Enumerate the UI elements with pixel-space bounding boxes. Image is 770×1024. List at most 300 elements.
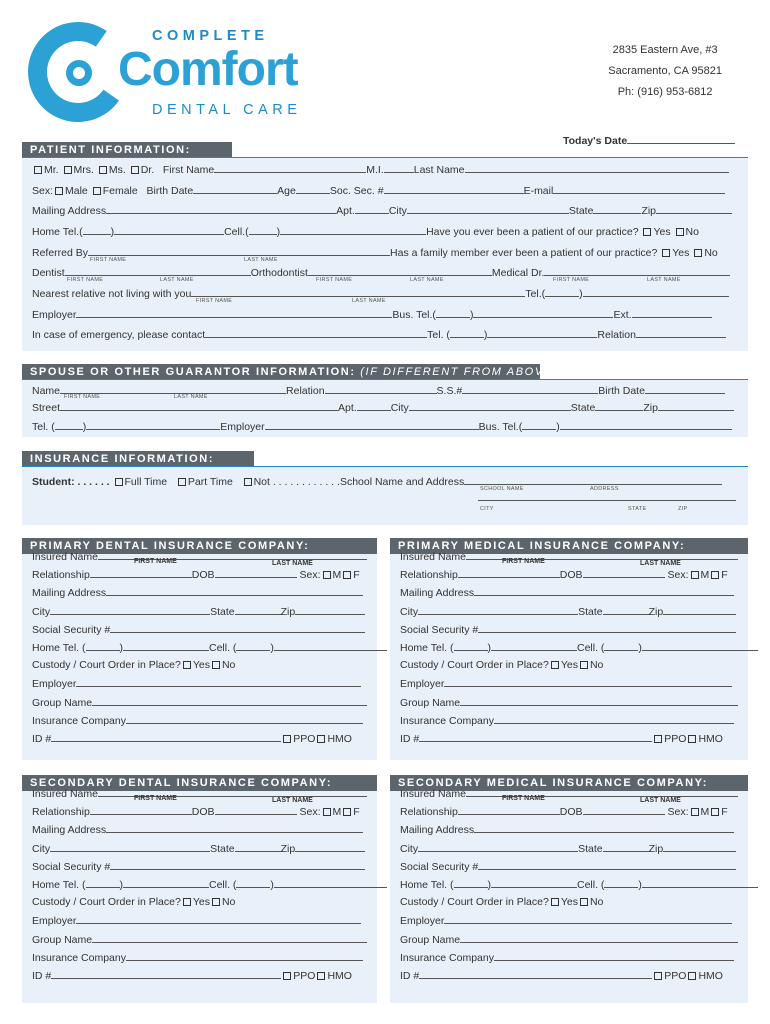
city-label: City bbox=[32, 605, 51, 618]
ortho-last-sub: LAST NAME bbox=[410, 277, 444, 283]
primary-dental-row bbox=[32, 641, 387, 654]
primary-dental-hmo[interactable] bbox=[317, 735, 325, 743]
ss-label: S.S.# bbox=[436, 385, 463, 397]
age-label: Age bbox=[277, 185, 296, 197]
secondary-dental-home-tel-field[interactable] bbox=[123, 878, 209, 888]
secondary-dental-custody-no[interactable] bbox=[212, 898, 220, 906]
company-label: Insurance Company bbox=[32, 951, 126, 964]
secondary-dental-row bbox=[32, 842, 365, 855]
primary-medical-hmo[interactable] bbox=[688, 735, 696, 743]
insured-label: Insured Name bbox=[400, 551, 466, 563]
cell-field[interactable] bbox=[280, 225, 426, 235]
primary-dental-state-field[interactable] bbox=[235, 605, 281, 615]
last-name-field[interactable] bbox=[465, 163, 729, 173]
secondary-dental-home-tel-area[interactable] bbox=[86, 878, 120, 888]
family-patient-no[interactable] bbox=[694, 249, 702, 257]
cell-area[interactable] bbox=[249, 225, 277, 235]
secondary-medical-id-field[interactable] bbox=[419, 969, 652, 979]
state-label: State bbox=[210, 842, 235, 855]
spouse-label: SPOUSE OR OTHER GUARANTOR INFORMATION: bbox=[30, 366, 356, 378]
emergency-tel-field[interactable] bbox=[487, 328, 597, 338]
sex-label: Sex: bbox=[667, 569, 689, 582]
state-label: State bbox=[568, 205, 594, 217]
mr-checkbox[interactable] bbox=[34, 166, 42, 174]
mrs-label: Mrs. bbox=[73, 164, 94, 176]
prev-patient-label: Have you ever been a patient of our practice? bbox=[426, 226, 639, 238]
secondary-dental-row bbox=[32, 933, 367, 946]
cell-label: Cell. ( bbox=[209, 642, 237, 654]
primary-medical-custody-yes[interactable] bbox=[551, 661, 559, 669]
primary-medical-zip-field[interactable] bbox=[663, 605, 736, 615]
dob-label: DOB bbox=[191, 806, 215, 819]
input-line[interactable] bbox=[627, 134, 735, 144]
spouse-birth-field[interactable] bbox=[645, 384, 725, 394]
primary-dental-dob-field[interactable] bbox=[215, 568, 297, 578]
close-paren-label: ) bbox=[276, 226, 281, 238]
primary-dental-company-field[interactable] bbox=[126, 714, 363, 724]
primary-dental-custody-yes[interactable] bbox=[183, 661, 191, 669]
employer-field[interactable] bbox=[76, 308, 392, 318]
secondary-medical-home-tel-field[interactable] bbox=[491, 878, 577, 888]
spouse-relation-field[interactable] bbox=[325, 384, 437, 394]
primary-dental-sex-f[interactable] bbox=[343, 571, 351, 579]
spouse-last-sub: LAST NAME bbox=[174, 394, 208, 400]
hmo-label: HMO bbox=[327, 970, 352, 982]
email-label: E-mail bbox=[523, 185, 554, 197]
custody-label: Custody / Court Order in Place? bbox=[32, 659, 181, 672]
secondary-medical-row bbox=[400, 805, 728, 818]
dentist-field[interactable] bbox=[65, 266, 251, 276]
primary-medical-employer-field[interactable] bbox=[444, 677, 732, 687]
primary-medical-home-tel-field[interactable] bbox=[491, 641, 577, 651]
secondary-medical-hmo[interactable] bbox=[688, 972, 696, 980]
secondary-medical-last-label: LAST NAME bbox=[640, 797, 681, 804]
zip-label: Zip bbox=[280, 842, 296, 855]
spouse-employer-field[interactable] bbox=[265, 420, 479, 430]
bus-tel-field[interactable] bbox=[473, 308, 613, 318]
school-state-sub: STATE bbox=[628, 506, 647, 512]
mi-label: M.I. bbox=[366, 164, 384, 176]
secondary-medical-state-field[interactable] bbox=[603, 842, 649, 852]
secondary-medical-city-field[interactable] bbox=[418, 842, 578, 852]
spouse-street-field[interactable] bbox=[60, 401, 338, 411]
mrs-checkbox[interactable] bbox=[64, 166, 72, 174]
medical-dr-label: Medical Dr. bbox=[491, 267, 545, 279]
primary-dental-id-field[interactable] bbox=[51, 732, 281, 742]
emergency-field[interactable] bbox=[205, 328, 427, 338]
referred-label: Referred By bbox=[32, 247, 89, 259]
primary-medical-row bbox=[400, 696, 738, 709]
secondary-dental-hmo[interactable] bbox=[317, 972, 325, 980]
secondary-dental-dob-field[interactable] bbox=[215, 805, 297, 815]
secondary-dental-ppo[interactable] bbox=[283, 972, 291, 980]
secondary-dental-id-field[interactable] bbox=[51, 969, 281, 979]
secondary-medical-row bbox=[400, 787, 738, 800]
secondary-medical-ssn-field[interactable] bbox=[478, 860, 736, 870]
spouse-apt-field[interactable] bbox=[357, 401, 391, 411]
secondary-medical-row bbox=[400, 914, 732, 927]
primary-medical-row bbox=[400, 641, 758, 654]
secondary-dental-cell-area[interactable] bbox=[236, 878, 270, 888]
secondary-medical-employer-field[interactable] bbox=[444, 914, 732, 924]
section-spouse-header bbox=[22, 364, 558, 380]
section-secondary-dental-header: SECONDARY DENTAL INSURANCE COMPANY: bbox=[22, 775, 377, 791]
spouse-bus-tel-area[interactable] bbox=[522, 420, 556, 430]
dentist-label: Dentist bbox=[32, 267, 65, 279]
home-tel-label: Home Tel. ( bbox=[400, 642, 454, 654]
primary-medical-row bbox=[400, 677, 732, 690]
primary-medical-company-field[interactable] bbox=[494, 714, 734, 724]
md-first-sub: FIRST NAME bbox=[553, 277, 590, 283]
yes-label: Yes bbox=[672, 247, 690, 259]
primary-dental-home-tel-area[interactable] bbox=[86, 641, 120, 651]
primary-medical-panel bbox=[390, 554, 748, 760]
first-name-label: First Name bbox=[162, 164, 215, 176]
logo-dot bbox=[66, 60, 92, 86]
male-checkbox[interactable] bbox=[55, 187, 63, 195]
home-tel-label: Home Tel. ( bbox=[32, 642, 86, 654]
no-label: No bbox=[589, 896, 604, 909]
female-checkbox[interactable] bbox=[93, 187, 101, 195]
referred-row bbox=[32, 246, 718, 259]
primary-dental-group-field[interactable] bbox=[92, 696, 367, 706]
primary-medical-relationship-field[interactable] bbox=[458, 568, 560, 578]
secondary-dental-row bbox=[32, 787, 367, 800]
not-student-checkbox[interactable] bbox=[244, 478, 252, 486]
primary-medical-id-field[interactable] bbox=[419, 732, 652, 742]
sex-row bbox=[32, 184, 725, 197]
id-label: ID # bbox=[400, 733, 420, 745]
spouse-name-field[interactable] bbox=[60, 384, 286, 394]
secondary-medical-row bbox=[400, 933, 738, 946]
no-label: No bbox=[221, 896, 236, 909]
secondary-dental-company-field[interactable] bbox=[126, 951, 363, 961]
secondary-dental-row bbox=[32, 896, 235, 908]
secondary-medical-custody-yes[interactable] bbox=[551, 898, 559, 906]
school-address-sub: ADDRESS bbox=[590, 486, 619, 492]
dentist-first-sub: FIRST NAME bbox=[67, 277, 104, 283]
mi-field[interactable] bbox=[384, 163, 414, 173]
close-label: ) bbox=[487, 642, 491, 654]
school-label: School Name and Address bbox=[339, 476, 465, 488]
nearest-last-sub: LAST NAME bbox=[352, 298, 386, 304]
secondary-medical-home-tel-area[interactable] bbox=[454, 878, 488, 888]
secondary-dental-city-field[interactable] bbox=[50, 842, 210, 852]
section-insurance-header: INSURANCE INFORMATION: bbox=[22, 451, 254, 467]
secondary-dental-group-field[interactable] bbox=[92, 933, 367, 943]
primary-dental-zip-field[interactable] bbox=[295, 605, 365, 615]
cell-label: Cell.( bbox=[224, 226, 249, 238]
primary-dental-ssn-field[interactable] bbox=[110, 623, 365, 633]
primary-medical-sex-f[interactable] bbox=[711, 571, 719, 579]
not-label: Not . . . . . . . . . . . . bbox=[253, 476, 340, 488]
yes-label: Yes bbox=[560, 896, 578, 909]
m-label: M bbox=[700, 569, 710, 582]
secondary-medical-company-field[interactable] bbox=[494, 951, 734, 961]
secondary-dental-row bbox=[32, 860, 365, 873]
primary-dental-mailing-field[interactable] bbox=[106, 586, 363, 596]
secondary-dental-cell-field[interactable] bbox=[274, 878, 387, 888]
primary-dental-row bbox=[32, 605, 365, 618]
employer-label: Employer bbox=[400, 915, 445, 928]
primary-medical-row bbox=[400, 714, 734, 727]
title-row bbox=[32, 163, 729, 176]
spouse-first-sub: FIRST NAME bbox=[64, 394, 101, 400]
primary-medical-cell-field[interactable] bbox=[642, 641, 758, 651]
no-label: No bbox=[589, 659, 604, 672]
spouse-tel-row bbox=[32, 420, 732, 433]
primary-medical-city-field[interactable] bbox=[418, 605, 578, 615]
primary-dental-first-label: FIRST NAME bbox=[134, 558, 177, 565]
emergency-row bbox=[32, 328, 726, 341]
section-primary-dental-header: PRIMARY DENTAL INSURANCE COMPANY: bbox=[22, 538, 377, 554]
logo-top-text: COMPLETE bbox=[152, 28, 269, 44]
tel-label: Tel. ( bbox=[32, 421, 55, 433]
school-name-sub: SCHOOL NAME bbox=[480, 486, 524, 492]
secondary-dental-first-label: FIRST NAME bbox=[134, 795, 177, 802]
ssn-label: Social Security # bbox=[32, 860, 111, 873]
relation-field[interactable] bbox=[636, 328, 726, 338]
dentist-last-sub: LAST NAME bbox=[160, 277, 194, 283]
secondary-medical-relationship-field[interactable] bbox=[458, 805, 560, 815]
secondary-dental-last-label: LAST NAME bbox=[272, 797, 313, 804]
primary-dental-cell-field[interactable] bbox=[274, 641, 387, 651]
primary-medical-ssn-field[interactable] bbox=[478, 623, 736, 633]
dob-label: DOB bbox=[559, 806, 583, 819]
nearest-label: Nearest relative not living with you bbox=[32, 288, 192, 300]
school-city-sub: CITY bbox=[480, 506, 494, 512]
secondary-dental-row bbox=[32, 805, 360, 818]
birth-date-field[interactable] bbox=[193, 184, 277, 194]
primary-medical-ppo[interactable] bbox=[654, 735, 662, 743]
primary-medical-first-label: FIRST NAME bbox=[502, 558, 545, 565]
apt-field[interactable] bbox=[355, 204, 389, 214]
referred-last-sub: LAST NAME bbox=[244, 257, 278, 263]
bus-tel-area[interactable] bbox=[436, 308, 470, 318]
city-label: City bbox=[388, 205, 407, 217]
city-field[interactable] bbox=[407, 204, 569, 214]
school-city-line[interactable] bbox=[478, 500, 736, 501]
referred-first-sub: FIRST NAME bbox=[90, 257, 127, 263]
close-paren-label: ) bbox=[483, 329, 488, 341]
email-field[interactable] bbox=[553, 184, 725, 194]
primary-dental-home-tel-field[interactable] bbox=[123, 641, 209, 651]
close-paren-label: ) bbox=[556, 421, 560, 433]
todays-date-field[interactable] bbox=[563, 134, 735, 147]
relationship-label: Relationship bbox=[32, 806, 90, 819]
secondary-dental-row bbox=[32, 969, 352, 982]
spouse-zip-field[interactable] bbox=[658, 401, 734, 411]
secondary-medical-cell-area[interactable] bbox=[604, 878, 638, 888]
ext-field[interactable] bbox=[632, 308, 712, 318]
section-patient-header: PATIENT INFORMATION: bbox=[22, 142, 232, 158]
primary-dental-sex-m[interactable] bbox=[323, 571, 331, 579]
primary-medical-cell-area[interactable] bbox=[604, 641, 638, 651]
secondary-dental-relationship-field[interactable] bbox=[90, 805, 192, 815]
state-label: State bbox=[578, 842, 603, 855]
sex-label: Sex: bbox=[299, 569, 321, 582]
primary-dental-employer-field[interactable] bbox=[76, 677, 361, 687]
spouse-city-field[interactable] bbox=[409, 401, 571, 411]
orthodontist-label: Orthodontist bbox=[250, 267, 308, 279]
yes-label: Yes bbox=[560, 659, 578, 672]
primary-dental-relationship-field[interactable] bbox=[90, 568, 192, 578]
primary-dental-row bbox=[32, 623, 365, 636]
dr-checkbox[interactable] bbox=[131, 166, 139, 174]
zip-field[interactable] bbox=[656, 204, 732, 214]
sex-label: Sex: bbox=[32, 185, 54, 197]
mailing-label: Mailing Address bbox=[400, 587, 475, 600]
close-label: ) bbox=[487, 879, 491, 891]
mailing-field[interactable] bbox=[106, 204, 336, 214]
home-tel-row bbox=[32, 225, 699, 238]
secondary-medical-group-field[interactable] bbox=[460, 933, 738, 943]
secondary-dental-sex-m[interactable] bbox=[323, 808, 331, 816]
spouse-tel-area[interactable] bbox=[55, 420, 83, 430]
spouse-street-row bbox=[32, 401, 734, 414]
primary-medical-group-field[interactable] bbox=[460, 696, 738, 706]
spouse-bus-tel-field[interactable] bbox=[560, 420, 732, 430]
close-paren-label: ) bbox=[579, 288, 583, 300]
cell-label: Cell. ( bbox=[209, 879, 237, 891]
secondary-medical-custody-no[interactable] bbox=[580, 898, 588, 906]
primary-medical-sex-m[interactable] bbox=[691, 571, 699, 579]
relationship-label: Relationship bbox=[400, 569, 458, 582]
secondary-dental-custody-yes[interactable] bbox=[183, 898, 191, 906]
home-tel-area[interactable] bbox=[83, 225, 111, 235]
dentist-row bbox=[32, 266, 730, 279]
primary-dental-custody-no[interactable] bbox=[212, 661, 220, 669]
street-label: Street bbox=[32, 402, 61, 414]
first-name-field[interactable] bbox=[214, 163, 366, 173]
secondary-dental-state-field[interactable] bbox=[235, 842, 281, 852]
family-patient-yes[interactable] bbox=[662, 249, 670, 257]
secondary-medical-dob-field[interactable] bbox=[583, 805, 665, 815]
prev-patient-yes[interactable] bbox=[643, 228, 651, 236]
spouse-state-field[interactable] bbox=[595, 401, 643, 411]
logo-bottom-text: DENTAL CARE bbox=[152, 102, 302, 118]
home-tel-field[interactable] bbox=[114, 225, 224, 235]
zip-label: Zip bbox=[648, 842, 664, 855]
relationship-label: Relationship bbox=[400, 806, 458, 819]
secondary-medical-ppo[interactable] bbox=[654, 972, 662, 980]
school-field[interactable] bbox=[464, 475, 722, 485]
nearest-tel-field[interactable] bbox=[583, 287, 729, 297]
id-label: ID # bbox=[32, 970, 52, 982]
primary-medical-mailing-field[interactable] bbox=[474, 586, 734, 596]
referred-field[interactable] bbox=[88, 246, 390, 256]
close-paren-label: ) bbox=[469, 309, 474, 321]
group-label: Group Name bbox=[32, 696, 93, 709]
part-time-checkbox[interactable] bbox=[178, 478, 186, 486]
secondary-medical-row bbox=[400, 842, 736, 855]
ortho-first-sub: FIRST NAME bbox=[316, 277, 353, 283]
age-field[interactable] bbox=[296, 184, 330, 194]
spouse-note-label: (IF DIFFERENT FROM ABOVE) bbox=[360, 366, 558, 378]
ext-label: Ext. bbox=[613, 309, 632, 321]
employer-label: Employer bbox=[32, 309, 77, 321]
close-label: ) bbox=[119, 642, 123, 654]
spouse-name-row bbox=[32, 384, 725, 397]
city-label: City bbox=[32, 842, 51, 855]
todays-date-label: Today's Date bbox=[563, 135, 628, 147]
emergency-tel-area[interactable] bbox=[450, 328, 484, 338]
yes-label: Yes bbox=[192, 659, 210, 672]
ppo-label: PPO bbox=[293, 733, 316, 745]
ppo-label: PPO bbox=[664, 733, 687, 745]
primary-medical-dob-field[interactable] bbox=[583, 568, 665, 578]
secondary-dental-zip-field[interactable] bbox=[295, 842, 365, 852]
secondary-medical-mailing-field[interactable] bbox=[474, 823, 734, 833]
ssn-field[interactable] bbox=[384, 184, 524, 194]
secondary-dental-sex-f[interactable] bbox=[343, 808, 351, 816]
secondary-medical-sex-m[interactable] bbox=[691, 808, 699, 816]
primary-dental-city-field[interactable] bbox=[50, 605, 210, 615]
yes-label: Yes bbox=[653, 226, 671, 238]
insured-label: Insured Name bbox=[32, 788, 98, 800]
name-label: Name bbox=[32, 385, 61, 397]
close-label: ) bbox=[638, 642, 642, 654]
nearest-tel-area[interactable] bbox=[545, 287, 579, 297]
spouse-ss-field[interactable] bbox=[462, 384, 598, 394]
spouse-tel-field[interactable] bbox=[86, 420, 220, 430]
apt-label: Apt. bbox=[338, 402, 357, 414]
secondary-medical-zip-field[interactable] bbox=[663, 842, 736, 852]
secondary-dental-employer-field[interactable] bbox=[76, 914, 361, 924]
primary-dental-cell-area[interactable] bbox=[236, 641, 270, 651]
orthodontist-field[interactable] bbox=[308, 266, 492, 276]
dob-label: DOB bbox=[559, 569, 583, 582]
secondary-medical-cell-field[interactable] bbox=[642, 878, 758, 888]
no-label: No bbox=[221, 659, 236, 672]
birth-date-label: Birth Date bbox=[146, 185, 194, 197]
sex-label: Sex: bbox=[299, 806, 321, 819]
primary-dental-row bbox=[32, 659, 235, 671]
primary-dental-row bbox=[32, 732, 352, 745]
secondary-dental-mailing-field[interactable] bbox=[106, 823, 363, 833]
address-phone: Ph: (916) 953-6812 bbox=[617, 86, 713, 98]
full-time-checkbox[interactable] bbox=[115, 478, 123, 486]
relation-label: Relation bbox=[597, 329, 636, 341]
section-primary-medical-header: PRIMARY MEDICAL INSURANCE COMPANY: bbox=[390, 538, 748, 554]
prev-patient-no[interactable] bbox=[676, 228, 684, 236]
school-zip-sub: ZIP bbox=[678, 506, 688, 512]
primary-medical-state-field[interactable] bbox=[603, 605, 649, 615]
nearest-field[interactable] bbox=[191, 287, 525, 297]
state-label: State bbox=[578, 605, 603, 618]
primary-medical-home-tel-area[interactable] bbox=[454, 641, 488, 651]
close-label: ) bbox=[270, 879, 274, 891]
primary-dental-ppo[interactable] bbox=[283, 735, 291, 743]
mailing-label: Mailing Address bbox=[32, 587, 107, 600]
secondary-dental-ssn-field[interactable] bbox=[110, 860, 365, 870]
m-label: M bbox=[332, 569, 342, 582]
city-label: City bbox=[400, 842, 419, 855]
tel-label: Tel.( bbox=[525, 288, 546, 300]
primary-medical-row bbox=[400, 623, 736, 636]
full-time-label: Full Time bbox=[124, 476, 168, 488]
medical-dr-field[interactable] bbox=[544, 266, 730, 276]
dob-label: DOB bbox=[191, 569, 215, 582]
male-label: Male bbox=[65, 185, 88, 197]
dr-label: Dr. bbox=[140, 164, 155, 176]
state-field[interactable] bbox=[593, 204, 641, 214]
zip-label: Zip bbox=[643, 402, 658, 414]
ms-checkbox[interactable] bbox=[99, 166, 107, 174]
secondary-medical-row bbox=[400, 969, 723, 982]
secondary-medical-sex-f[interactable] bbox=[711, 808, 719, 816]
primary-medical-custody-no[interactable] bbox=[580, 661, 588, 669]
